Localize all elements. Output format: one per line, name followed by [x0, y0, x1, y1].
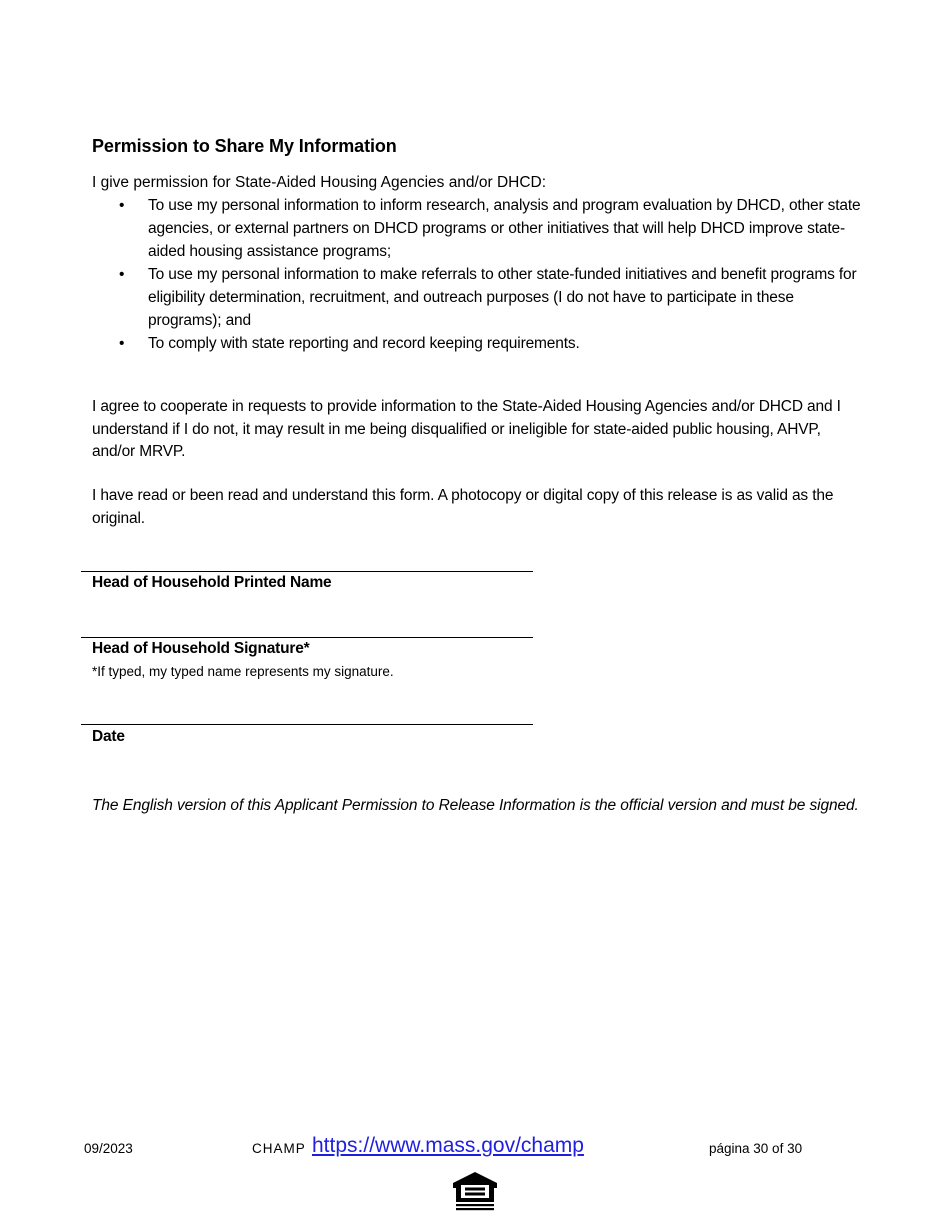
bullet-icon: •: [119, 197, 125, 214]
bullet-icon: •: [119, 335, 125, 352]
list-item-text: To comply with state reporting and record keeping requirements.: [148, 335, 580, 352]
champ-link[interactable]: https://www.mass.gov/champ: [312, 1134, 584, 1157]
section-heading: Permission to Share My Information: [92, 136, 397, 156]
list-item-text: To use my personal information to inform research, analysis and program evaluation by DHCD, other state agencies, or external partners on DHCD programs or other initiatives that will help DHCD improve state-aided housing assistance programs;: [148, 197, 861, 260]
page-number: página 30 of 30: [709, 1141, 803, 1156]
list-item: [92, 194, 862, 263]
footer-brand: CHAMP: [252, 1141, 306, 1156]
bullet-icon: •: [119, 266, 125, 283]
footer-date: 09/2023: [84, 1141, 133, 1156]
cooperate-paragraph: I agree to cooperate in requests to provide information to the State-Aided Housing Agencies and/or DHCD and I understand if I do not, it may result in me being disqualified or ineligible for state-aided public housing, AHVP, and/or MRVP.: [92, 398, 841, 460]
signature-note: *If typed, my typed name represents my signature.: [92, 664, 394, 679]
printed-name-label: Head of Household Printed Name: [92, 574, 332, 591]
date-label: Date: [92, 728, 125, 745]
list-item-text: To use my personal information to make referrals to other state-funded initiatives and benefit programs for eligibility determination, recruitment, and outreach purposes (I do not have to participate in these programs); and: [148, 266, 857, 329]
date-line[interactable]: [81, 724, 533, 725]
list-item: [92, 263, 862, 332]
printed-name-line[interactable]: [81, 571, 533, 572]
permission-intro: I give permission for State-Aided Housing Agencies and/or DHCD:: [92, 174, 547, 191]
list-item: [92, 332, 862, 355]
signature-line[interactable]: [81, 637, 533, 638]
signature-label: Head of Household Signature*: [92, 640, 310, 657]
read-paragraph: I have read or been read and understand this form. A photocopy or digital copy of this release is as valid as the original.: [92, 487, 834, 527]
equal-housing-opportunity-icon: [450, 1170, 500, 1212]
official-version-notice: The English version of this Applicant Permission to Release Information is the official version and must be signed.: [92, 797, 859, 814]
permission-list: [92, 194, 862, 355]
